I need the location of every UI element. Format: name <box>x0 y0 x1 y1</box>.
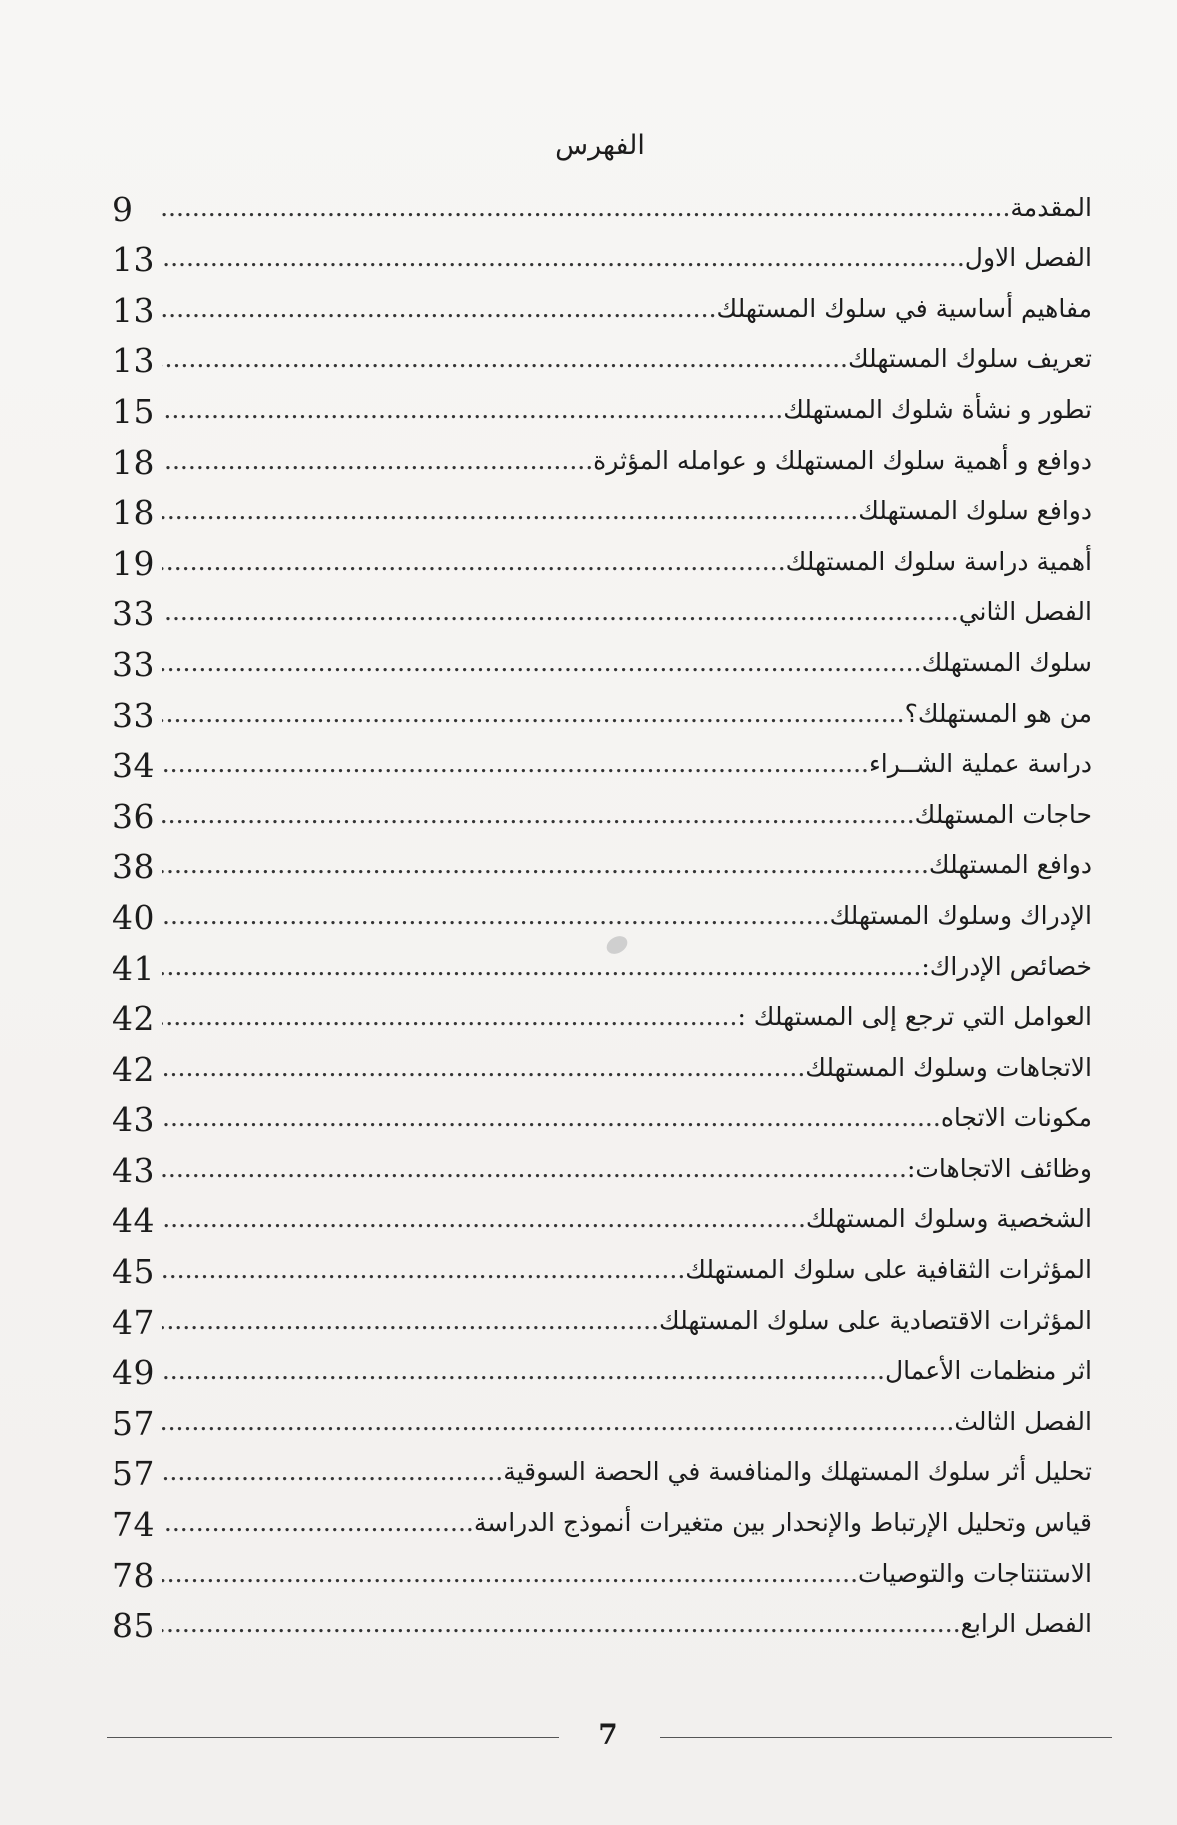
toc-page-number: 34 <box>112 746 155 786</box>
toc-entry-title: وظائف الاتجاهات: ..... <box>162 1152 1092 1188</box>
toc-entry-4[interactable] <box>112 328 1092 379</box>
toc-entry-title: دوافع و أهمية سلوك المستهلك و عوامله المؤثرة ..... <box>162 444 1092 480</box>
toc-entry-20[interactable] <box>112 1137 1092 1188</box>
toc-page-number: 57 <box>112 1454 155 1494</box>
toc-list <box>112 176 1092 1646</box>
toc-entry-title: الفصل الاول ..... <box>162 241 1092 277</box>
toc-page-number: 85 <box>112 1606 155 1646</box>
toc-entry-title: العوامل التي ترجع إلى المستهلك : ..... <box>162 1000 1092 1036</box>
toc-page-number: 36 <box>112 796 155 836</box>
toc-page-number: 19 <box>112 543 155 583</box>
toc-entry-title: الفصل الرابع ..... <box>162 1607 1092 1643</box>
toc-page-number: 13 <box>112 240 155 280</box>
toc-page-number: 41 <box>112 948 155 988</box>
toc-entry-27[interactable] <box>112 1491 1092 1545</box>
toc-page-number: 33 <box>112 644 155 684</box>
toc-page-number: 33 <box>112 594 155 634</box>
toc-entry-title: دوافع المستهلك ..... <box>162 848 1092 884</box>
toc-entry-15[interactable] <box>112 884 1092 935</box>
footer-rule-left <box>107 1737 559 1738</box>
toc-entry-21[interactable] <box>112 1188 1092 1239</box>
toc-entry-title: سلوك المستهلك ..... <box>162 646 1092 682</box>
toc-page-number: 15 <box>112 391 155 431</box>
toc-entry-title: من هو المستهلك؟ ..... <box>162 697 1092 733</box>
toc-entry-11[interactable] <box>112 682 1092 733</box>
toc-entry-title: الفصل الثاني ..... <box>162 595 1092 631</box>
toc-entry-24[interactable] <box>112 1340 1092 1391</box>
toc-title: الفهرس <box>555 130 645 161</box>
toc-page-number: 38 <box>112 847 155 887</box>
toc-page-number: 47 <box>112 1302 155 1342</box>
toc-entry-title: اثر منظمات الأعمال ..... <box>162 1354 1092 1390</box>
toc-entry-title: الإدراك وسلوك المستهلك ..... <box>162 899 1092 935</box>
toc-entry-title: الاتجاهات وسلوك المستهلك ..... <box>162 1051 1092 1087</box>
toc-entry-title: قياس وتحليل الإرتباط والإنحدار بين متغيرات أنموذج الدراسة ..... <box>162 1506 1092 1542</box>
toc-entry-title: المقدمة ..... <box>162 191 1092 227</box>
toc-entry-title: تحليل أثر سلوك المستهلك والمنافسة في الحصة السوقية ..... <box>162 1455 1092 1491</box>
toc-entry-8[interactable] <box>112 530 1092 581</box>
toc-entry-12[interactable] <box>112 733 1092 784</box>
toc-entry-title: الفصل الثالث ..... <box>162 1405 1092 1441</box>
toc-entry-title: المؤثرات الاقتصادية على سلوك المستهلك ..... <box>162 1304 1092 1340</box>
toc-page-number: 42 <box>112 1049 155 1089</box>
toc-entry-22[interactable] <box>112 1238 1092 1292</box>
toc-entry-title: حاجات المستهلك ..... <box>162 798 1092 834</box>
toc-page-number: 40 <box>112 897 155 937</box>
toc-page-number: 43 <box>112 1100 155 1140</box>
toc-page-number: 18 <box>112 442 155 482</box>
toc-entry-title: مفاهيم أساسية في سلوك المستهلك ..... <box>162 292 1092 328</box>
footer-rule-right <box>660 1737 1112 1738</box>
toc-entry-title: الاستنتاجات والتوصيات ..... <box>162 1557 1092 1593</box>
toc-entry-title: الشخصية وسلوك المستهلك ..... <box>162 1202 1092 1238</box>
toc-entry-title: دوافع سلوك المستهلك ..... <box>162 494 1092 530</box>
toc-entry-title: تطور و نشأة شلوك المستهلك ..... <box>162 393 1092 429</box>
toc-entry-26[interactable] <box>112 1441 1092 1492</box>
toc-page-number: 49 <box>112 1353 155 1393</box>
toc-page-number: 43 <box>112 1150 155 1190</box>
toc-entry-2[interactable] <box>112 227 1092 278</box>
toc-page-number: 13 <box>112 290 155 330</box>
toc-page-number: 44 <box>112 1201 155 1241</box>
toc-entry-1[interactable] <box>112 176 1092 227</box>
toc-entry-title: المؤثرات الثقافية على سلوك المستهلك ..... <box>162 1253 1092 1289</box>
toc-entry-9[interactable] <box>112 581 1092 632</box>
toc-entry-28[interactable] <box>112 1542 1092 1593</box>
toc-entry-6[interactable] <box>112 429 1092 480</box>
toc-page-number: 57 <box>112 1403 155 1443</box>
toc-entry-title: مكونات الاتجاه ..... <box>162 1101 1092 1137</box>
toc-entry-5[interactable] <box>112 378 1092 429</box>
toc-entry-23[interactable] <box>112 1289 1092 1340</box>
toc-page-number: 78 <box>112 1555 155 1595</box>
toc-entry-13[interactable] <box>112 783 1092 834</box>
toc-entry-18[interactable] <box>112 1036 1092 1087</box>
page-number: 7 <box>598 1718 618 1751</box>
toc-entry-29[interactable] <box>112 1593 1092 1644</box>
toc-page-number: 42 <box>112 999 155 1039</box>
toc-entry-title: دراسة عملية الشــراء ..... <box>162 747 1092 783</box>
toc-page-number: 33 <box>112 695 155 735</box>
toc-entry-title: أهمية دراسة سلوك المستهلك ..... <box>162 545 1092 581</box>
toc-page-number: 74 <box>112 1505 155 1545</box>
toc-page-number: 13 <box>112 341 155 381</box>
toc-entry-title: تعريف سلوك المستهلك ..... <box>162 342 1092 378</box>
toc-entry-7[interactable] <box>112 480 1092 531</box>
toc-entry-25[interactable] <box>112 1390 1092 1441</box>
toc-page-number: 45 <box>112 1252 155 1292</box>
toc-entry-title: خصائص الإدراك: ..... <box>162 950 1092 986</box>
toc-entry-10[interactable] <box>112 631 1092 682</box>
toc-entry-3[interactable] <box>112 277 1092 328</box>
toc-page-number: 9 <box>112 189 134 229</box>
toc-page-number: 18 <box>112 493 155 533</box>
toc-entry-19[interactable] <box>112 1087 1092 1138</box>
toc-entry-17[interactable] <box>112 986 1092 1037</box>
toc-entry-16[interactable] <box>112 935 1092 986</box>
toc-entry-14[interactable] <box>112 834 1092 885</box>
